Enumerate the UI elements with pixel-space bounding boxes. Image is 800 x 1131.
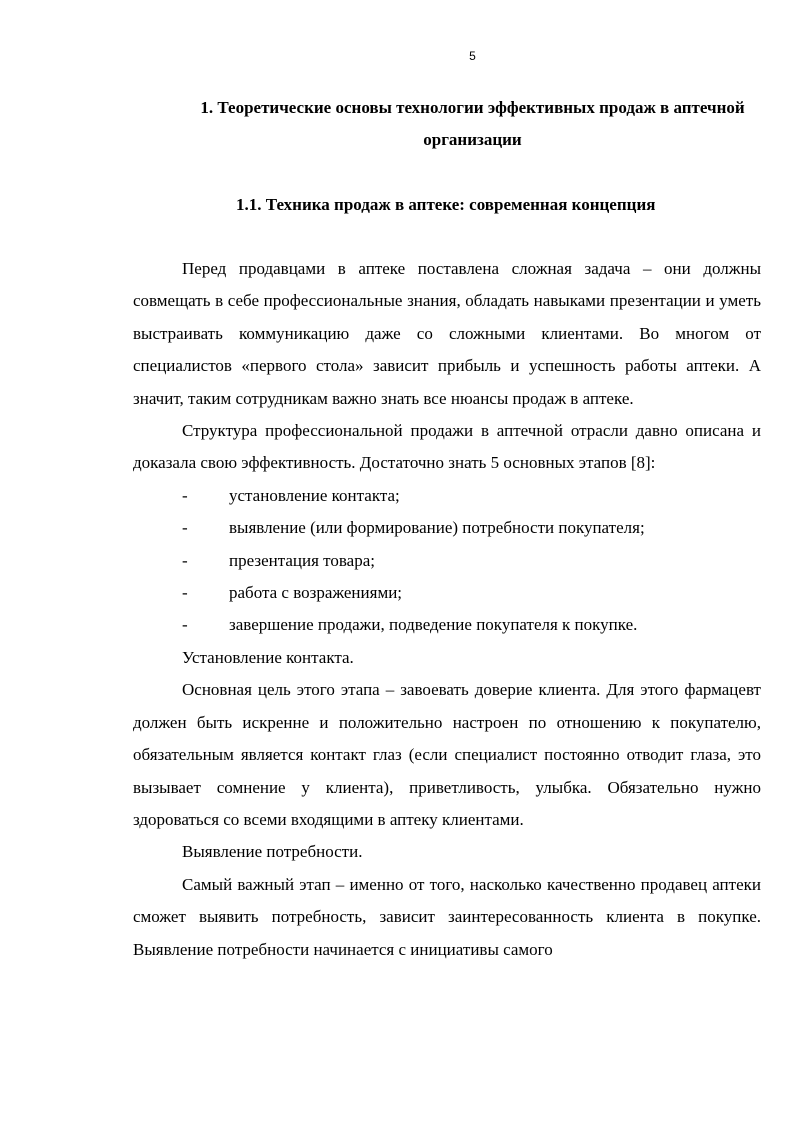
intro-paragraph: Перед продавцами в аптеке поставлена сложная задача – они должны совмещать в себе профессиональные знания, обладать навыками презентации и уметь выстраивать коммуникацию даже со сложными клиентами. Во многом от специалистов «первого стола» зависит прибыль и успешность работы аптеки. А значит, таким сотрудникам важно знать все нюансы продаж в аптеке.: [133, 259, 761, 408]
list-item-text: выявление (или формирование) потребности покупателя;: [229, 518, 645, 538]
list-item: [133, 545, 761, 577]
list-item-text: завершение продажи, подведение покупателя к покупке.: [229, 615, 638, 635]
list-item-text: установление контакта;: [229, 485, 400, 505]
list-dash: -: [182, 583, 188, 603]
page-number: 5: [469, 49, 476, 63]
list-item: [133, 512, 761, 544]
list-item: [133, 480, 761, 512]
list-dash: -: [182, 550, 188, 570]
list-item: [133, 609, 761, 641]
contact-heading: Установление контакта.: [182, 647, 354, 667]
list-dash: -: [182, 485, 188, 505]
sales-stages-list: [133, 480, 761, 642]
list-item: [133, 577, 761, 609]
section-title: 1.1. Техника продаж в аптеке: современная концепция: [236, 195, 656, 214]
structure-paragraph: Структура профессиональной продажи в аптечной отрасли давно описана и доказала свою эффективность. Достаточно знать 5 основных этапов [8]:: [133, 421, 761, 473]
list-item-text: презентация товара;: [229, 550, 375, 570]
document-body: [133, 253, 761, 966]
chapter-title: 1. Теоретические основы технологии эффективных продаж в аптечной организации: [200, 98, 745, 149]
list-dash: -: [182, 615, 188, 635]
needs-paragraph: Самый важный этап – именно от того, насколько качественно продавец аптеки сможет выявить потребность, зависит заинтересованность клиента в покупке. Выявление потребности начинается с инициативы самого: [133, 874, 761, 959]
list-item-text: работа с возражениями;: [229, 583, 403, 603]
needs-heading: Выявление потребности.: [182, 842, 363, 862]
contact-paragraph: Основная цель этого этапа – завоевать доверие клиента. Для этого фармацевт должен быть искренне и положительно настроен по отношению к покупателю, обязательным является контакт глаз (если специалист постоянно отводит глаза, это вызывает сомнение у клиента), приветливость, улыбка. Обязательно нужно здороваться со всеми входящими в аптеку клиентами.: [133, 680, 761, 829]
list-dash: -: [182, 518, 188, 538]
